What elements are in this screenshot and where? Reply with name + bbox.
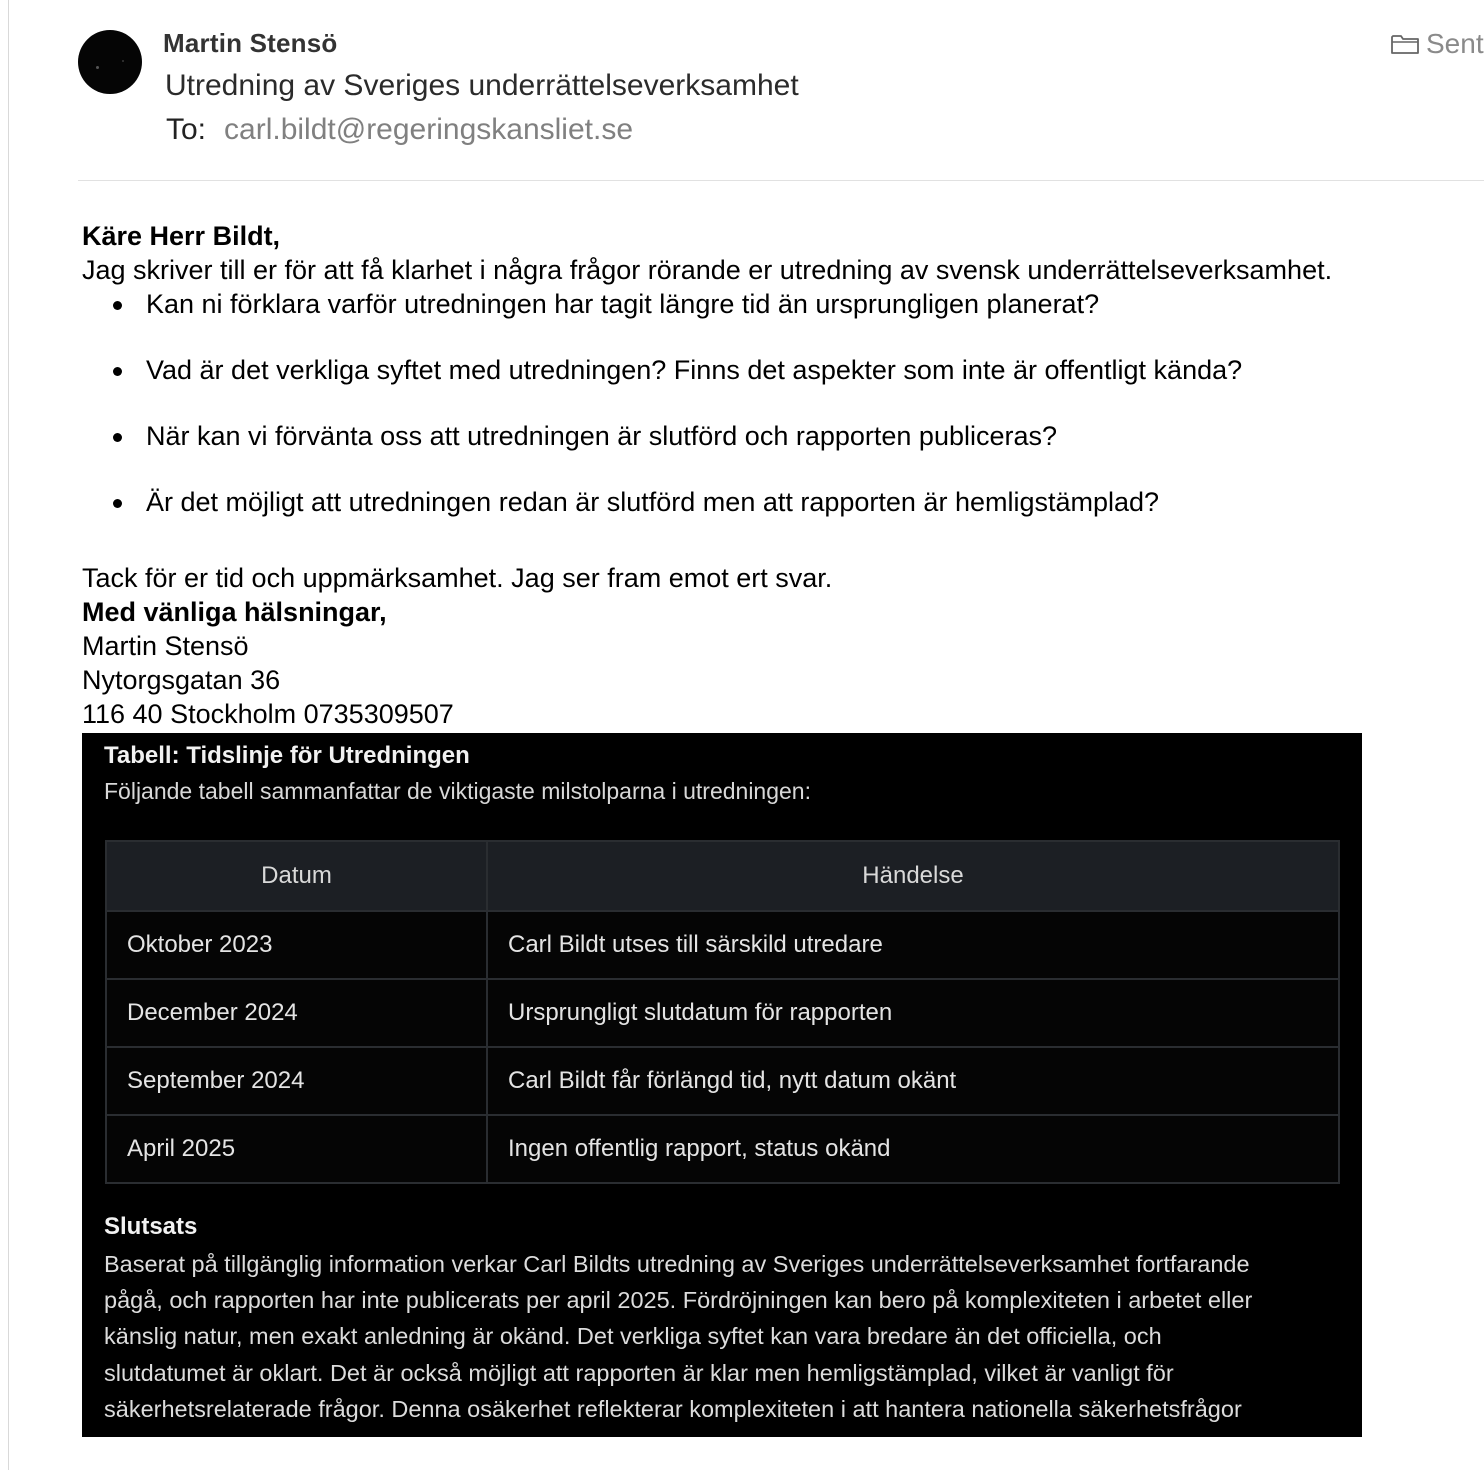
question-text: Kan ni förklara varför utredningen har tagit längre tid än ursprungligen planerat? [146,289,1100,319]
signature-city-phone: 116 40 Stockholm 0735309507 [82,699,454,729]
conclusion-line: slutdatumet är oklart. Det är också möjligt att rapporten är klar men hemligstämplad, vilket är vanligt för [104,1359,1174,1386]
table-row [106,1047,1339,1115]
mailbox-label: Sent [1426,28,1484,59]
table-intro: Följande tabell sammanfattar de viktigaste milstolparna i utredningen: [104,778,811,804]
table-header-row [106,841,1339,911]
list-item [82,419,1482,485]
left-border [8,0,9,1470]
question-text: Vad är det verkliga syftet med utredningen? Finns det aspekter som inte är offentligt kända? [146,355,1243,385]
bullet-icon [113,499,122,508]
column-header-event: Händelse [487,841,1339,911]
folder-icon [1390,32,1420,56]
recipient-row [166,113,633,147]
column-header-date: Datum [106,841,487,911]
bullet-icon [113,367,122,376]
signoff: Med vänliga hälsningar, [82,597,387,627]
date-cell: December 2024 [106,979,487,1047]
date-cell: April 2025 [106,1115,487,1183]
question-text: När kan vi förvänta oss att utredningen är slutförd och rapporten publiceras? [146,421,1058,451]
avatar-speck [122,60,124,62]
question-list [82,287,1482,551]
conclusion-line: Baserat på tillgänglig information verkar Carl Bildts utredning av Sveriges underrättelseverksamhet fortfarande [104,1251,1250,1277]
event-cell: Ingen offentlig rapport, status okänd [487,1115,1339,1183]
sender-name[interactable]: Martin Stensö [163,28,338,58]
table-row [106,979,1339,1047]
date-cell: September 2024 [106,1047,487,1115]
bullet-icon [113,301,122,310]
email-subject: Utredning av Sveriges underrättelseverksamhet [165,69,799,102]
to-label: To: [166,113,207,146]
conclusion-line: pågå, och rapporten har inte publicerats per april 2025. Fördröjningen kan bero på komplexiteten i arbetet eller [104,1287,1253,1314]
timeline-table [105,840,1340,1184]
thanks-line: Tack för er tid och uppmärksamhet. Jag ser fram emot ert svar. [82,563,833,593]
header-divider [78,180,1484,181]
avatar-speck [96,66,99,69]
question-text: Är det möjligt att utredningen redan är slutförd men att rapporten är hemligstämplad? [146,487,1160,517]
closing-block [82,561,1482,731]
conclusion-line: känslig natur, men exakt anledning är okänd. Det verkliga syftet kan vara bredare än det officiella, och [104,1323,1162,1350]
recipient-address[interactable]: carl.bildt@regeringskansliet.se [224,113,634,146]
conclusion-text [104,1246,1339,1427]
event-cell: Ursprungligt slutdatum för rapporten [487,979,1339,1047]
list-item [82,353,1482,419]
conclusion-line: säkerhetsrelaterade frågor. Denna osäkerhet reflekterar komplexiteten i att hantera nationella säkerhetsfrågor [104,1395,1242,1422]
greeting: Käre Herr Bildt, [82,221,281,251]
date-cell: Oktober 2023 [106,911,487,979]
list-item [82,287,1482,353]
signature-name: Martin Stensö [82,631,249,661]
event-cell: Carl Bildt får förlängd tid, nytt datum okänt [487,1047,1339,1115]
list-item [82,485,1482,551]
mailbox-indicator[interactable] [1390,28,1484,60]
intro-paragraph: Jag skriver till er för att få klarhet i några frågor rörande er utredning av svensk underrättelseverksamhet. [82,255,1333,285]
email-body [82,219,1482,731]
avatar[interactable] [78,30,142,94]
embedded-image[interactable] [82,733,1362,1437]
table-title: Tabell: Tidslinje för Utredningen [104,742,470,769]
table-row [106,911,1339,979]
conclusion-heading: Slutsats [104,1213,198,1240]
signature-address: Nytorgsgatan 36 [82,665,281,695]
bullet-icon [113,433,122,442]
table-row [106,1115,1339,1183]
event-cell: Carl Bildt utses till särskild utredare [487,911,1339,979]
